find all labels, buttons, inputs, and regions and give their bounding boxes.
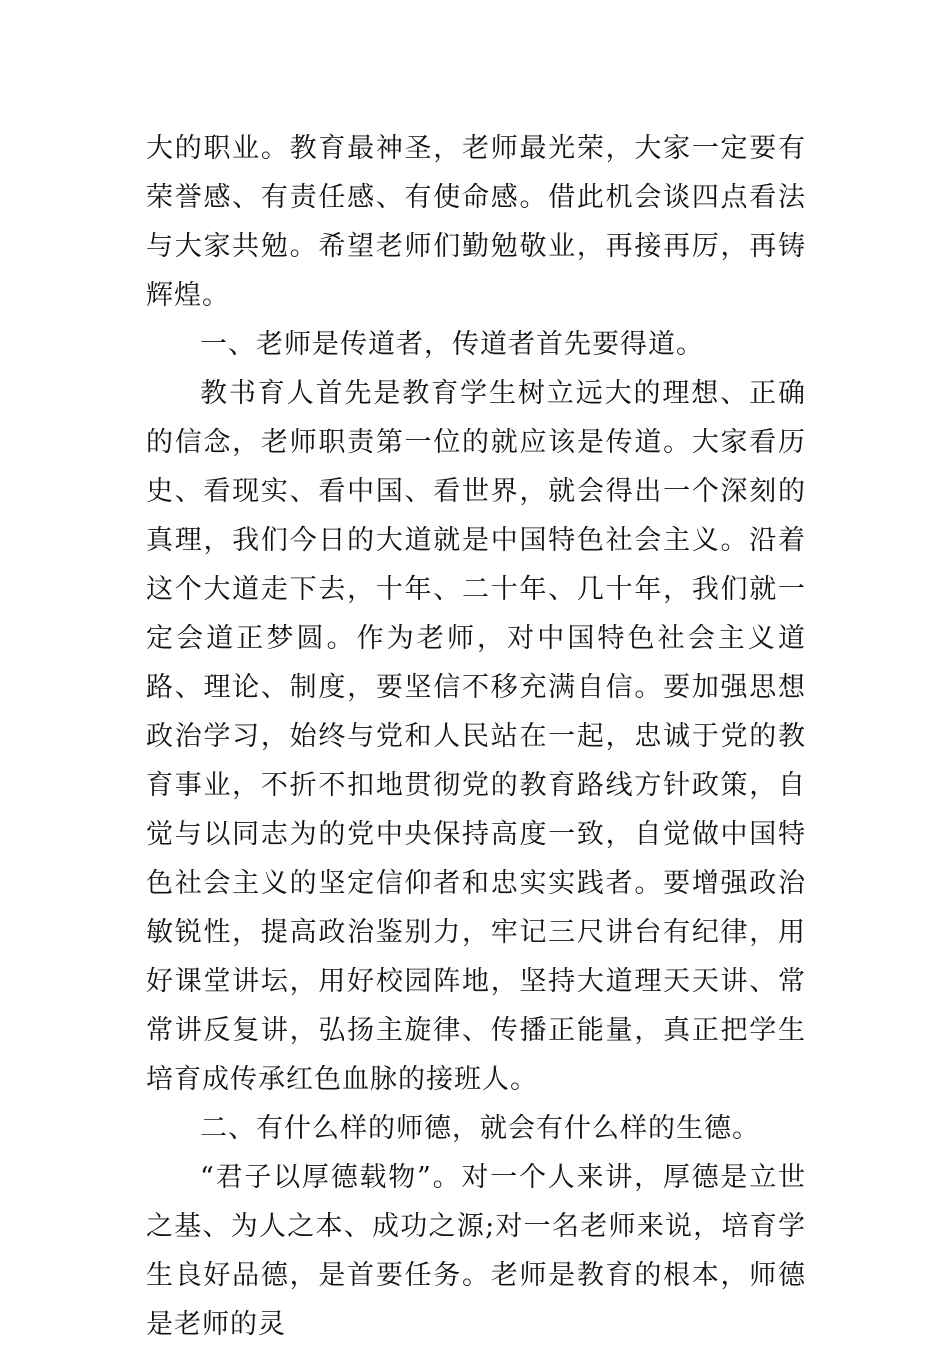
paragraph-section-1: 教书育人首先是教育学生树立远大的理想、正确的信念，老师职责第一位的就应该是传道。大家看历史、看现实、看中国、看世界，就会得出一个深刻的真理，我们今日的大道就是中国特色社会主义。沿着这个大道走下去，十年、二十年、几十年，我们就一定会道正梦圆。作为老师，对中国特色社会主义道路、理论、制度，要坚信不移充满自信。要加强思想政治学习，始终与党和人民站在一起，忠诚于党的教育事业，不折不扣地贯彻党的教育路线方针政策，自觉与以同志为的党中央保持高度一致，自觉做中国特色社会主义的坚定信仰者和忠实实践者。要增强政治敏锐性，提高政治鉴别力，牢记三尺讲台有纪律，用好课堂讲坛，用好校园阵地，坚持大道理天天讲、常常讲反复讲，弘扬主旋律、传播正能量，真正把学生培育成传承红色血脉的接班人。 [146, 378, 806, 1095]
section-heading-1: 一、老师是传道者，传道者首先要得道。 [200, 329, 704, 360]
paragraph-section-2: “君子以厚德载物”。对一个人来讲，厚德是立世之基、为人之本、成功之源;对一名老师来说，培育学生良好品德，是首要任务。老师是教育的根本，师德是老师的灵 [146, 1162, 806, 1340]
paragraph-continuation: 大的职业。教育最神圣，老师最光荣，大家一定要有荣誉感、有责任感、有使命感。借此机会谈四点看法与大家共勉。希望老师们勤勉敬业，再接再厉，再铸辉煌。 [146, 133, 806, 311]
section-heading-2: 二、有什么样的师德，就会有什么样的生德。 [200, 1113, 760, 1144]
document-body [146, 124, 806, 1349]
